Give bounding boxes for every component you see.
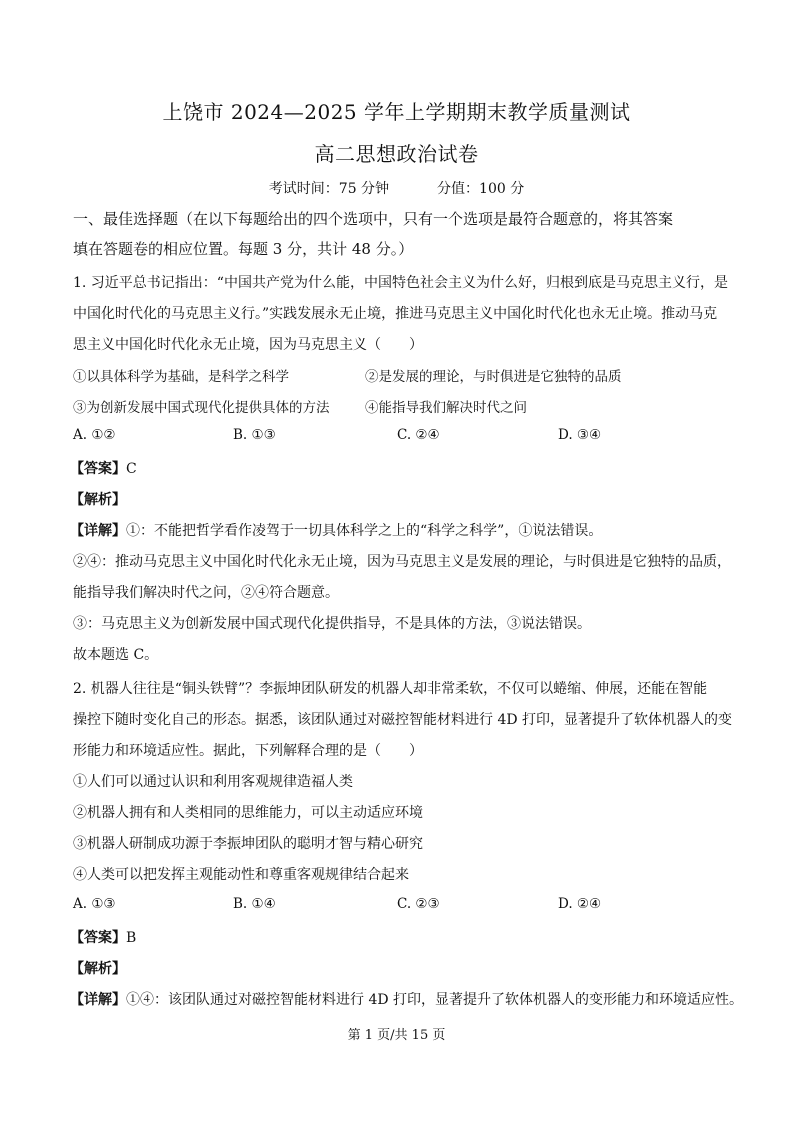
q1-option-a: A. ①② (73, 427, 116, 443)
q2-option-b: B. ①④ (233, 896, 276, 912)
q2-stem-line: 操控下随时变化自己的形态。据悉，该团队通过对磁控智能材料进行 4D 打印，显著提升了软体机器人的变 (73, 712, 733, 728)
q2-analysis-tag: 【解析】 (70, 961, 126, 977)
exam-score: 分值：100 分 (437, 181, 525, 197)
answer-value: C (126, 461, 137, 477)
q1-detail-line: 【详解】①：不能把哲学看作凌驾于一切具体科学之上的“科学之科学”，①说法错误。 (70, 523, 603, 539)
q2-option-c: C. ②③ (397, 896, 440, 912)
q2-detail-line: 【详解】①④：该团队通过对磁控智能材料进行 4D 打印，显著提升了软体机器人的变形能力和环境适应性。 (70, 992, 744, 1008)
q1-answer (70, 458, 720, 478)
q1-statement: ②是发展的理论，与时俱进是它独特的品质 (365, 369, 622, 385)
q1-conclusion: 故本题选 C。 (73, 647, 159, 663)
section-heading-line2: 填在答题卷的相应位置。每题 3 分，共计 48 分。） (73, 240, 414, 258)
answer-tag: 【答案】 (70, 930, 126, 946)
q2-statement: ②机器人拥有和人类相同的思维能力，可以主动适应环境 (73, 805, 423, 821)
answer-tag: 【答案】 (70, 461, 126, 477)
q2-stem-line: 2. 机器人往往是“铜头铁臂”？李振坤团队研发的机器人却非常柔软，不仅可以蜷缩、伸展，还能在智能 (73, 681, 708, 697)
q2-statement: ④人类可以把发挥主观能动性和尊重客观规律结合起来 (73, 867, 409, 883)
q2-option-a: A. ①③ (73, 896, 116, 912)
detail-tag: 【详解】 (70, 523, 126, 539)
q2-statement: ①人们可以通过认识和利用客观规律造福人类 (73, 774, 353, 790)
q2-answer (70, 927, 720, 947)
q1-stem-line: 1. 习近平总书记指出：“中国共产党为什么能，中国特色社会主义为什么好，归根到底是马克思主义行，是 (73, 275, 728, 291)
q2-stem-line: 形能力和环境适应性。据此，下列解释合理的是（ ） (73, 743, 423, 759)
q1-option-c: C. ②④ (397, 427, 440, 443)
answer-value: B (126, 930, 137, 946)
q1-detail-line: 能指导我们解决时代之问，②④符合题意。 (73, 585, 339, 601)
q1-statement: ④能指导我们解决时代之问 (365, 400, 527, 416)
exam-title: 上饶市 2024—2025 学年上学期期末教学质量测试 (162, 100, 631, 124)
q1-stem-line: 中国化时代化的马克思主义行。”实践发展永无止境，推进马克思主义中国化时代化也永无止境。推动马克 (73, 306, 718, 322)
page-footer: 第 1 页/共 15 页 (347, 1028, 446, 1043)
exam-time: 考试时间：75 分钟 (268, 181, 390, 197)
q1-analysis-tag: 【解析】 (70, 492, 126, 508)
q2-option-d: D. ②④ (558, 896, 602, 912)
q2-statement: ③机器人研制成功源于李振坤团队的聪明才智与精心研究 (73, 836, 423, 852)
q1-stem-line: 思主义中国化时代化永无止境，因为马克思主义（ ） (73, 337, 423, 353)
detail-tag: 【详解】 (70, 992, 126, 1008)
q1-option-d: D. ③④ (558, 427, 602, 443)
q1-detail-line: ③：马克思主义为创新发展中国式现代化提供指导，不是具体的方法，③说法错误。 (73, 616, 591, 632)
section-heading-line1: 一、最佳选择题（在以下每题给出的四个选项中，只有一个选项是最符合题意的，将其答案 (73, 210, 674, 228)
q1-option-b: B. ①③ (233, 427, 276, 443)
q1-statement: ③为创新发展中国式现代化提供具体的方法 (73, 400, 330, 416)
q1-detail-line: ②④：推动马克思主义中国化时代化永无止境，因为马克思主义是发展的理论，与时俱进是它独特的品质， (73, 554, 731, 570)
exam-meta (0, 178, 793, 198)
exam-subtitle: 高二思想政治试卷 (314, 142, 479, 166)
q1-statement: ①以具体科学为基础，是科学之科学 (73, 369, 289, 385)
